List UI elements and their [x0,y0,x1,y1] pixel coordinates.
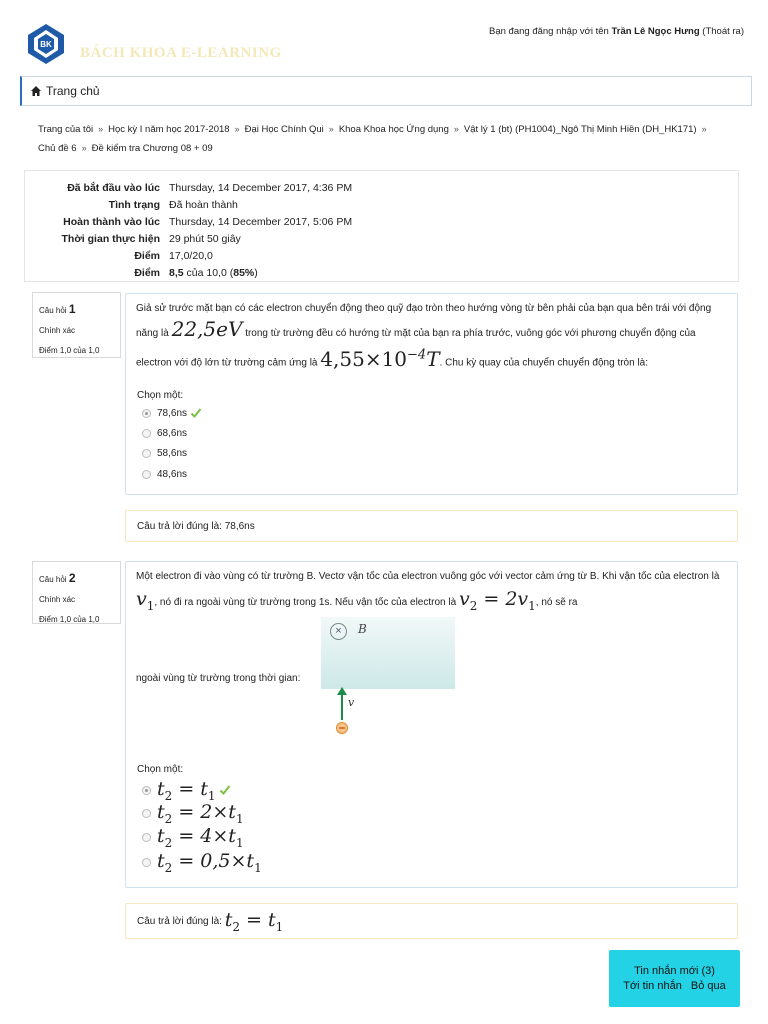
question-info [32,292,121,358]
question-mark: Điểm 1,0 của 1,0 [39,615,100,624]
checkmark-icon [219,784,231,796]
math-energy: 22,5eV [171,317,243,341]
option-math: $t_2 = 0,5\times t_1$ [157,850,262,875]
summary-label: Điểm [134,266,160,279]
radio-button[interactable] [142,858,151,867]
home-link[interactable] [30,84,100,98]
figure-field-label: B [358,622,367,636]
answer-option[interactable] [142,428,187,439]
correct-answer-feedback [125,510,738,542]
answer-option[interactable] [142,469,187,480]
breadcrumb [38,120,738,158]
breadcrumb-separator-icon: » [98,124,104,134]
summary-value: Thursday, 14 December 2017, 4:36 PM [169,181,353,194]
summary-row [37,179,355,196]
summary-value: Thursday, 14 December 2017, 5:06 PM [169,215,353,228]
grade-value [163,264,355,281]
breadcrumb-item[interactable]: Chủ đề 6 [38,143,77,154]
login-info [489,26,744,37]
goto-messages-link[interactable]: Tới tin nhắn [623,980,682,992]
radio-button-selected[interactable] [142,409,151,418]
summary-row [37,230,355,247]
summary-row [37,196,355,213]
question-text: Một electron đi vào vùng có từ trường B. Vectơ vận tốc của electron vuông góc với vector cảm ứng từ B. Khi vận tốc của electron là $v_1$, nó đi ra ngoài vùng từ trường trong 1s. Nếu vận tốc của electron là $v_2 = 2v_1$, nó sẽ ra [136,571,720,613]
radio-button[interactable] [142,470,151,479]
option-label: 58,6ns [157,448,188,459]
radio-button[interactable] [142,449,151,458]
login-prefix: Bạn đang đăng nhập với tên [489,26,609,37]
summary-label: Tình trạng [108,198,160,211]
radio-button[interactable] [142,833,151,842]
grade-close: ) [254,266,258,279]
question-box [125,293,738,495]
question-number: Câu hỏi 2 [39,571,76,585]
math-field: $4,55\times 10^{-4}T$ [320,346,440,371]
breadcrumb-separator-icon: » [453,124,459,134]
choose-label: Chọn một: [137,390,184,401]
radio-button[interactable] [142,809,151,818]
notification-title[interactable]: Tin nhắn mới (3) [634,965,715,977]
summary-value: 29 phút 50 giây [169,232,241,245]
question-text-continued: ngoài vùng từ trường trong thời gian: [136,673,301,684]
logout-link[interactable]: (Thoát ra) [702,26,744,37]
summary-table [37,179,355,281]
navbar [20,76,752,106]
feedback-math: $t_2 = t_1$ [224,908,284,934]
bk-logo-icon [24,22,68,66]
site-logo[interactable] [24,18,284,70]
home-label: Trang chủ [46,84,100,98]
grade-out-of: của 10,0 ( [183,266,234,279]
breadcrumb-separator-icon: » [81,143,87,153]
answer-option[interactable] [142,778,231,803]
grade-number: 8,5 [169,266,184,279]
question-info [32,561,121,624]
magnetic-field-figure [321,617,455,689]
breadcrumb-item[interactable]: Học kỳ I năm học 2017-2018 [108,124,230,135]
summary-label: Hoàn thành vào lúc [63,215,160,228]
summary-row [37,247,355,264]
option-math: $t_2 = 2\times t_1$ [157,801,244,826]
summary-row [37,213,355,230]
summary-label: Điểm [134,249,160,262]
option-label: 78,6ns [157,407,188,419]
feedback-prefix: Câu trả lời đúng là: [137,915,222,927]
breadcrumb-item[interactable]: Đại Học Chính Qui [244,124,324,135]
attempt-summary [24,170,739,282]
math-v1: $v_1$ [136,588,155,613]
grade-percent: 85% [233,266,255,279]
answer-option[interactable] [142,448,187,459]
svg-text:BK: BK [40,40,52,49]
choose-label: Chọn một: [137,764,184,775]
answer-option[interactable] [142,801,244,826]
figure-velocity-label: v [348,696,355,709]
summary-value: Đã hoàn thành [169,198,238,211]
checkmark-icon [190,407,202,419]
breadcrumb-item[interactable]: Khoa Khoa học Ứng dụng [338,124,449,135]
option-math: $t_2 = 4\times t_1$ [157,825,244,850]
question-box [125,561,738,888]
question-text: Giả sử trước mặt bạn có các electron chuyển động theo quỹ đạo tròn theo hướng vòng từ bên phải của bạn qua bên trái với động năng là 22,5eV trong từ trường đều có hướng từ mặt của bạn ra phía trước, vuông góc với phương chuyển động của electron với độ lớn từ trường cảm ứng là $4,55\times 10^{-4}T$. Chu kỳ quay của chuyển chuyển động tròn là: [136,303,712,371]
question-status: Chính xác [39,326,76,335]
option-label: 48,6ns [157,469,188,480]
radio-button[interactable] [142,429,151,438]
velocity-arrow-icon [330,686,360,736]
site-name: BÁCH KHOA E-LEARNING [80,44,282,61]
breadcrumb-separator-icon: » [701,124,707,134]
breadcrumb-separator-icon: » [328,124,334,134]
breadcrumb-item-current: Đề kiểm tra Chương 08 + 09 [91,143,213,154]
radio-button-selected[interactable] [142,786,151,795]
breadcrumb-item[interactable]: Trang của tôi [38,124,94,135]
answer-option[interactable] [142,850,262,875]
field-into-page-icon: × [330,623,347,640]
home-icon [30,85,42,97]
summary-label: Thời gian thực hiện [61,232,160,245]
summary-value: 17,0/20,0 [169,249,213,262]
answer-option[interactable] [142,825,244,850]
user-name-link[interactable]: Trần Lê Ngọc Hưng [611,26,700,37]
correct-answer-feedback [125,903,738,939]
question-status: Chính xác [39,595,76,604]
math-v2: $v_2 = 2v_1$ [458,588,536,613]
new-message-notification [609,950,740,1007]
breadcrumb-separator-icon: » [234,124,240,134]
question-number: Câu hỏi 1 [39,302,76,316]
dismiss-link[interactable]: Bỏ qua [690,980,726,992]
question-mark: Điểm 1,0 của 1,0 [39,346,100,355]
feedback-text: Câu trả lời đúng là: 78,6ns [137,520,255,532]
breadcrumb-item[interactable]: Vật lý 1 (bt) (PH1004)_Ngô Thị Minh Hiền (DH_HK171) [463,124,697,135]
option-math: $t_2 = t_1$ [157,778,216,803]
summary-label: Đã bắt đầu vào lúc [67,181,160,194]
answer-option[interactable] [142,407,202,419]
summary-row [37,264,355,281]
option-label: 68,6ns [157,428,188,439]
